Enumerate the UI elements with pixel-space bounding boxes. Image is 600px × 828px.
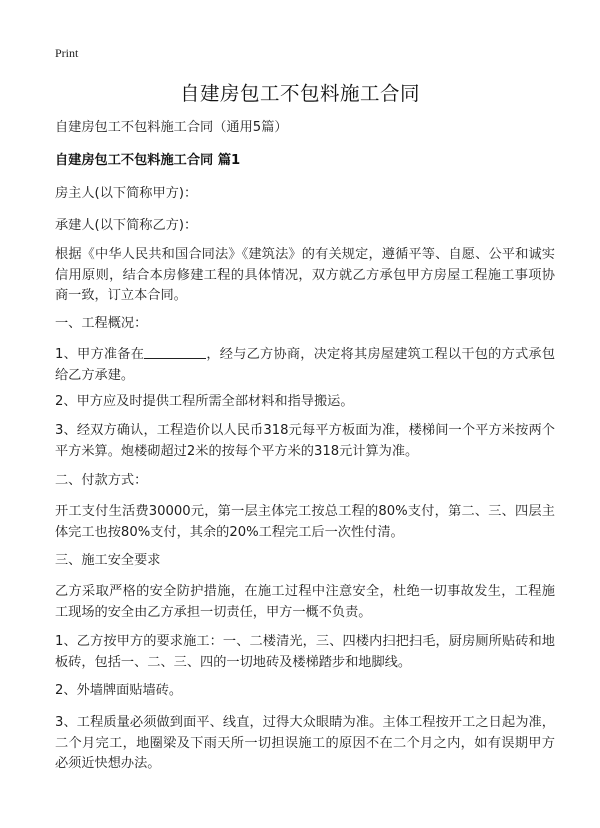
party-a-line: 房主人(以下简称甲方)： xyxy=(55,186,198,201)
heading-project-overview: 一、工程概况： xyxy=(55,316,148,331)
preamble-paragraph: 根据《中华人民共和国合同法》《建筑法》的有关规定，遵循平等、自愿、公平和诚实信用原则，结合本房修建工程的具体情况，双方就乙方承包甲方房屋工程施工事项协商一致，订立本合同。 xyxy=(55,247,555,303)
requirement-2-paragraph: 2、外墙牌面贴墙砖。 xyxy=(55,683,183,698)
print-link[interactable]: Print xyxy=(55,46,79,60)
item-1-prefix: 1、甲方准备在 xyxy=(55,347,145,362)
payment-paragraph: 开工支付生活费30000元，第一层主体完工按总工程的80%支付，第二、三、四层主体完工也按80%支付，其余的20%工程完工后一次性付清。 xyxy=(55,504,555,540)
heading-safety: 三、施工安全要求 xyxy=(55,553,161,568)
document-subtitle: 自建房包工不包料施工合同（通用5篇） xyxy=(55,120,288,135)
blank-line xyxy=(144,344,206,359)
item-2-paragraph: 2、甲方应及时提供工程所需全部材料和指导搬运。 xyxy=(55,394,354,409)
document-title: 自建房包工不包料施工合同 xyxy=(179,82,420,105)
section-heading: 自建房包工不包料施工合同 篇1 xyxy=(55,153,241,168)
item-1-suffix: ，经与乙方协商，决定将其房屋建筑工程以干包的方式承包给乙方承建。 xyxy=(55,347,556,383)
safety-paragraph: 乙方采取严格的安全防护措施，在施工过程中注意安全，杜绝一切事故发生，工程施工现场的安全由乙方承担一切责任，甲方一概不负责。 xyxy=(55,584,555,620)
item-1-paragraph xyxy=(55,344,555,386)
party-b-line: 承建人(以下简称乙方)： xyxy=(55,218,198,233)
requirement-1-paragraph: 1、乙方按甲方的要求施工：一、二楼清光，三、四楼内扫把扫毛，厨房厕所贴砖和地板砖，包括一、二、三、四的一切地砖及楼梯踏步和地脚线。 xyxy=(55,634,555,670)
heading-payment: 二、付款方式： xyxy=(55,473,148,488)
requirement-3-paragraph: 3、工程质量必须做到面平、线直，过得大众眼睛为准。主体工程按开工之日起为准，二个月完工，地圈梁及下雨天所一切担误施工的原因不在二个月之内，如有误期甲方必须近快想办法。 xyxy=(55,715,555,771)
item-3-paragraph: 3、经双方确认，工程造价以人民币318元每平方板面为准，楼梯间一个平方米按两个平方米算。炮楼砌超过2米的按每个平方米的318元计算为准。 xyxy=(55,423,555,459)
